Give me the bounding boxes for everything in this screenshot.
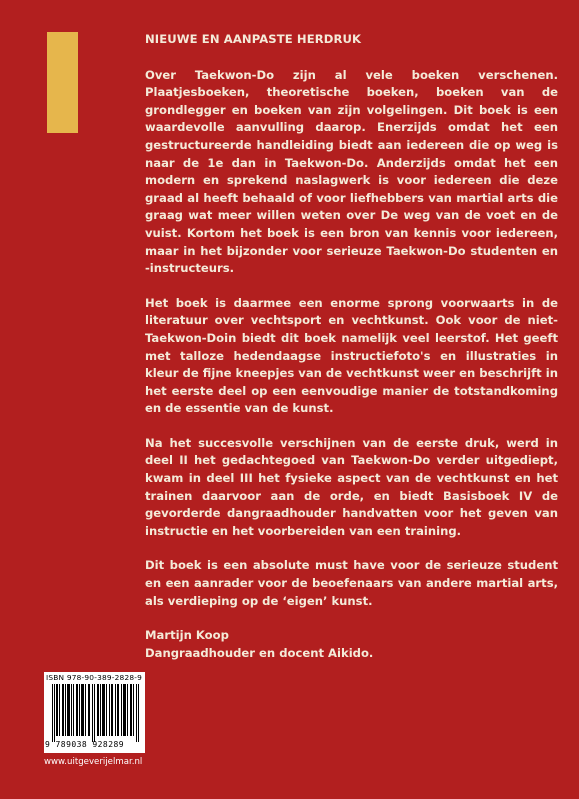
paragraph-2: Het boek is daarmee een enorme sprong voorwaarts in de literatuur over vechtsport en vechtkunst. Ook voor de niet-Taekwon-Doin biedt dit boek namelijk veel leerstof. Het geeft met talloze hedendaagse instructiefoto's en illustraties in kleur de fijne kneepjes van de vechtkunst weer en beschrijft in het eerste deel op een eenvoudige manier de totstandkoming en de essentie van de kunst. (145, 295, 558, 416)
paragraph-3: Na het succesvolle verschijnen van de eerste druk, werd in deel II het gedachtegoed van Taekwon-Do verder uitgediept, kwam in deel III het fysieke aspect van de vechtkunst en het trainen daarvoor aan de orde, en biedt Basisboek IV de gevorderde dangraadhouder handvatten voor het geven van instructie en het voorbereiden van een training. (145, 435, 558, 538)
publisher-website: www.uitgeverijelmar.nl (44, 757, 143, 767)
author-name: Martijn Koop (145, 628, 229, 643)
paragraph-4: Dit boek is een absolute must have voor de serieuze student en een aanrader voor de beoefenaars van andere martial arts, als verdieping op de ‘eigen’ kunst. (145, 558, 558, 608)
barcode-digits: 9 789038 928289 (45, 740, 124, 749)
paragraph-1: Over Taekwon-Do zijn al vele boeken verschenen. Plaatjesboeken, theoretische boeken, boeken van de grondlegger en boeken van zijn volgelingen. Dit boek is een waardevolle aanvulling daarop. Enerzijds omdat het een gestructureerde handleiding biedt aan iedereen die op weg is naar de 1e dan in Taekwon-Do. Anderzijds omdat het een modern en sprekend naslagwerk is voor iedereen die deze graad al heeft behaald of voor liefhebbers van martial arts die graag wat meer willen weten over De weg van de voet en de vuist. Kortom het boek is een bron van kennis voor iedereen, maar in het bijzonder voor serieuze Taekwon-Do studenten en -instructeurs. (145, 67, 558, 276)
accent-bar (47, 32, 78, 133)
isbn-barcode-box (44, 672, 145, 753)
author-role: Dangraadhouder en docent Aikido. (145, 645, 374, 660)
heading: NIEUWE EN AANPASTE HERDRUK (145, 32, 362, 46)
back-cover-text (145, 31, 558, 662)
barcode-icon (52, 684, 140, 742)
isbn-label: ISBN 978-90-389-2828-9 (46, 673, 143, 682)
